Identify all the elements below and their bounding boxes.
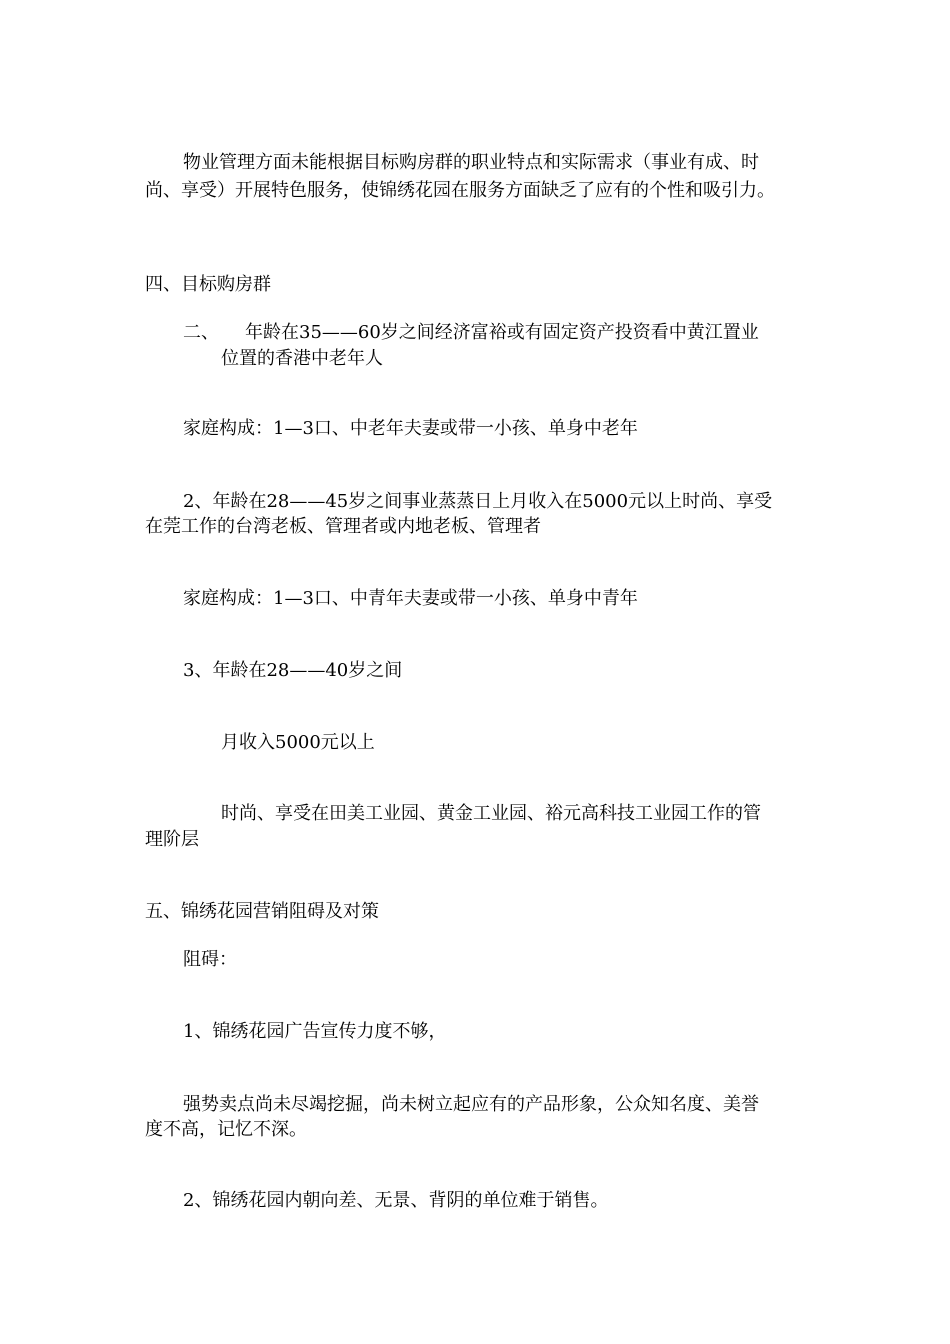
- group-age-28-40: 3、年龄在28——40岁之间: [183, 660, 403, 681]
- obstacle-1-detail-line2: 度不高，记忆不深。: [145, 1119, 307, 1140]
- group-age-28-45-line2: 在莞工作的台湾老板、管理者或内地老板、管理者: [145, 516, 541, 537]
- paragraph-property-management-line1: 物业管理方面未能根据目标购房群的职业特点和实际需求（事业有成、时: [183, 152, 759, 173]
- section-heading-target-buyers: 四、目标购房群: [145, 274, 271, 295]
- family-composition-elderly: 家庭构成：1—3口、中老年夫妻或带一小孩、单身中老年: [183, 418, 638, 439]
- group-age-28-45-line1: 2、年龄在28——45岁之间事业蒸蒸日上月收入在5000元以上时尚、享受: [183, 491, 773, 512]
- list-marker-two: 二、: [183, 322, 219, 343]
- list-item-age-35-60-line1: 年龄在35——60岁之间经济富裕或有固定资产投资看中黄江置业: [245, 322, 759, 343]
- section-heading-marketing-obstacles: 五、锦绣花园营销阻碍及对策: [145, 901, 379, 922]
- obstacles-label: 阻碍：: [183, 949, 237, 970]
- fashion-industrial-parks-line1: 时尚、享受在田美工业园、黄金工业园、裕元高科技工业园工作的管: [221, 803, 761, 824]
- paragraph-property-management-line2: 尚、享受）开展特色服务，使锦绣花园在服务方面缺乏了应有的个性和吸引力。: [145, 180, 775, 201]
- obstacle-2-orientation: 2、锦绣花园内朝向差、无景、背阴的单位难于销售。: [183, 1190, 609, 1211]
- obstacle-1-advertising: 1、锦绣花园广告宣传力度不够，: [183, 1021, 447, 1042]
- obstacle-1-detail-line1: 强势卖点尚未尽竭挖掘，尚未树立起应有的产品形象，公众知名度、美誉: [183, 1094, 759, 1115]
- income-over-5000: 月收入5000元以上: [221, 732, 375, 753]
- family-composition-young: 家庭构成：1—3口、中青年夫妻或带一小孩、单身中青年: [183, 588, 638, 609]
- fashion-industrial-parks-line2: 理阶层: [145, 829, 199, 850]
- list-item-age-35-60-line2: 位置的香港中老年人: [221, 348, 383, 369]
